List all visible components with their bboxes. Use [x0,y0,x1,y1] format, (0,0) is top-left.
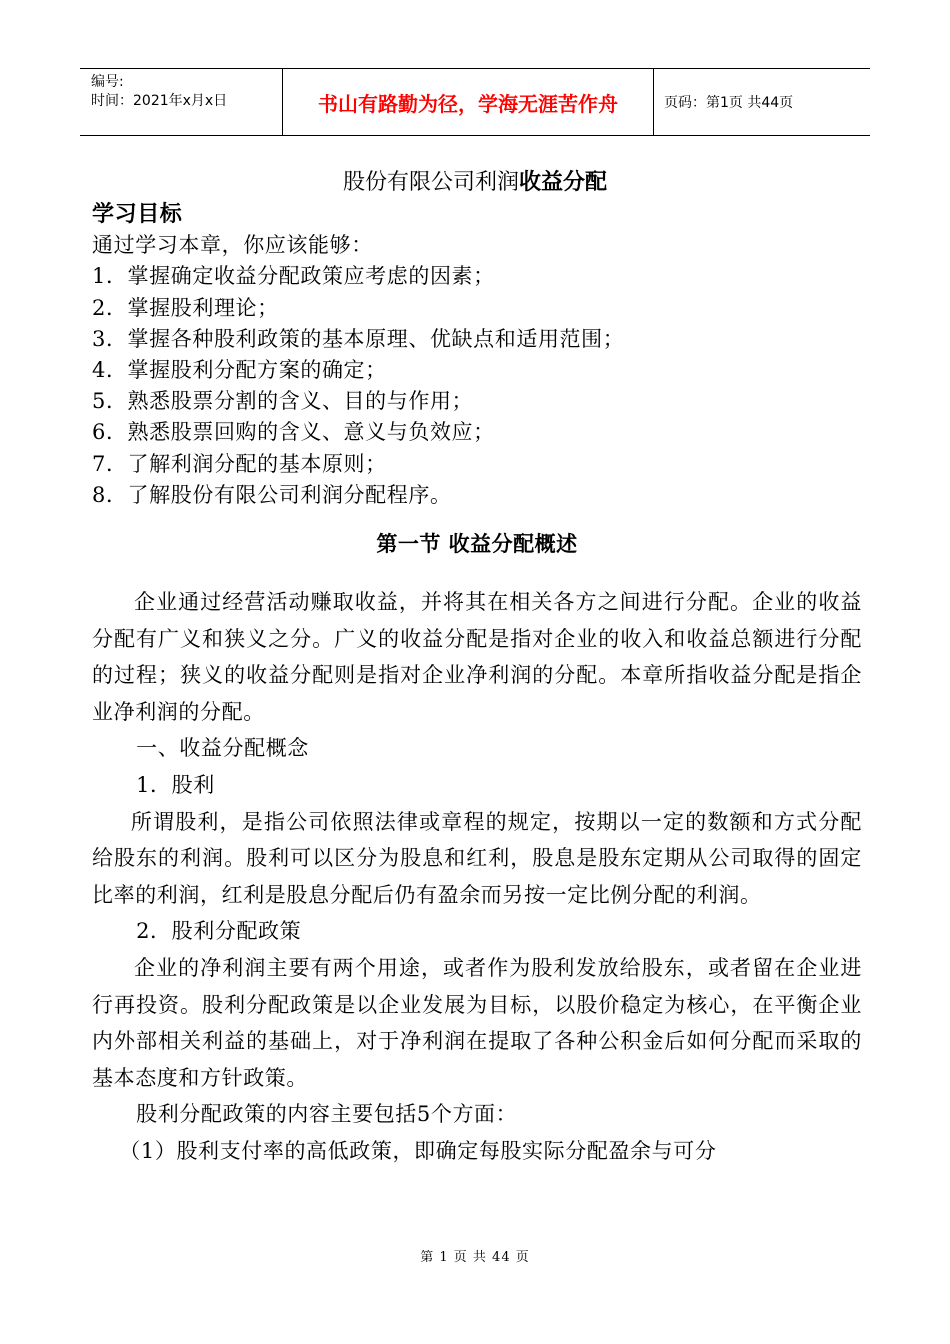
objective-item: 6．熟悉股票回购的含义、意义与负效应； [92,420,495,445]
time-label: 时间：2021年x月x日 [91,93,228,109]
page-footer [0,1246,950,1265]
objective-item: 3．掌握各种股利政策的基本原理、优缺点和适用范围； [92,326,625,351]
footer-page-number: 第 1 页 共 44 页 [420,1250,530,1265]
objectives-heading: 学习目标 [92,202,183,227]
subheading-dividend: 1．股利 [136,773,215,798]
paragraph-intro: 企业通过经营活动赚取收益，并将其在相关各方之间进行分配。企业的收益分配有广义和狭义之分。广义的收益分配是指对企业的收入和收益总额进行分配的过程；狭义的收益分配则是指对企业净利润的分配。本章所指收益分配是指企业净利润的分配。 [92,590,862,724]
header-meta [80,69,282,135]
objective-item: 8．了解股份有限公司利润分配程序。 [92,482,452,507]
objective-item: 4．掌握股利分配方案的确定； [92,357,387,382]
objective-item: 1．掌握确定收益分配政策应考虑的因素； [92,264,495,289]
paragraph-payout-ratio: （1）股利支付率的高低政策，即确定每股实际分配盈余与可分 [119,1138,717,1163]
section-title: 第一节 收益分配概述 [376,531,578,556]
header-motto [282,69,654,135]
objective-item: 5．熟悉股票分割的含义、目的与作用； [92,389,474,414]
title-bold: 收益分配 [519,170,608,195]
objectives-intro: 通过学习本章，你应该能够： [92,233,373,258]
document-body [92,199,862,1170]
motto-text: 书山有路勤为径，学海无涯苦作舟 [318,91,618,116]
subheading-concept: 一、收益分配概念 [136,736,309,761]
paragraph-policy-contents: 股利分配政策的内容主要包括5个方面： [136,1102,518,1127]
document-title [0,166,950,200]
number-label: 编号: [91,74,124,90]
paragraph-dividend: 所谓股利，是指公司依照法律或章程的规定，按期以一定的数额和方式分配给股东的利润。股利可以区分为股息和红利，股息是股东定期从公司取得的固定比率的利润，红利是股息分配后仍有盈余而另按一定比例分配的利润。 [92,809,862,907]
title-normal: 股份有限公司利润 [342,170,519,195]
header-page-info [654,69,870,135]
document-header [80,68,870,136]
paragraph-policy: 企业的净利润主要有两个用途，或者作为股利发放给股东，或者留在企业进行再投资。股利分配政策是以企业发展为目标，以股价稳定为核心，在平衡企业内外部相关利益的基础上，对于净利润在提取了各种公积金后如何分配而采取的基本态度和方针政策。 [92,956,862,1090]
objective-item: 2．掌握股利理论； [92,295,279,320]
objective-item: 7．了解利润分配的基本原则； [92,451,387,476]
subheading-dividend-policy: 2．股利分配政策 [136,919,302,944]
page-info-text: 页码：第1页 共44页 [664,95,794,111]
